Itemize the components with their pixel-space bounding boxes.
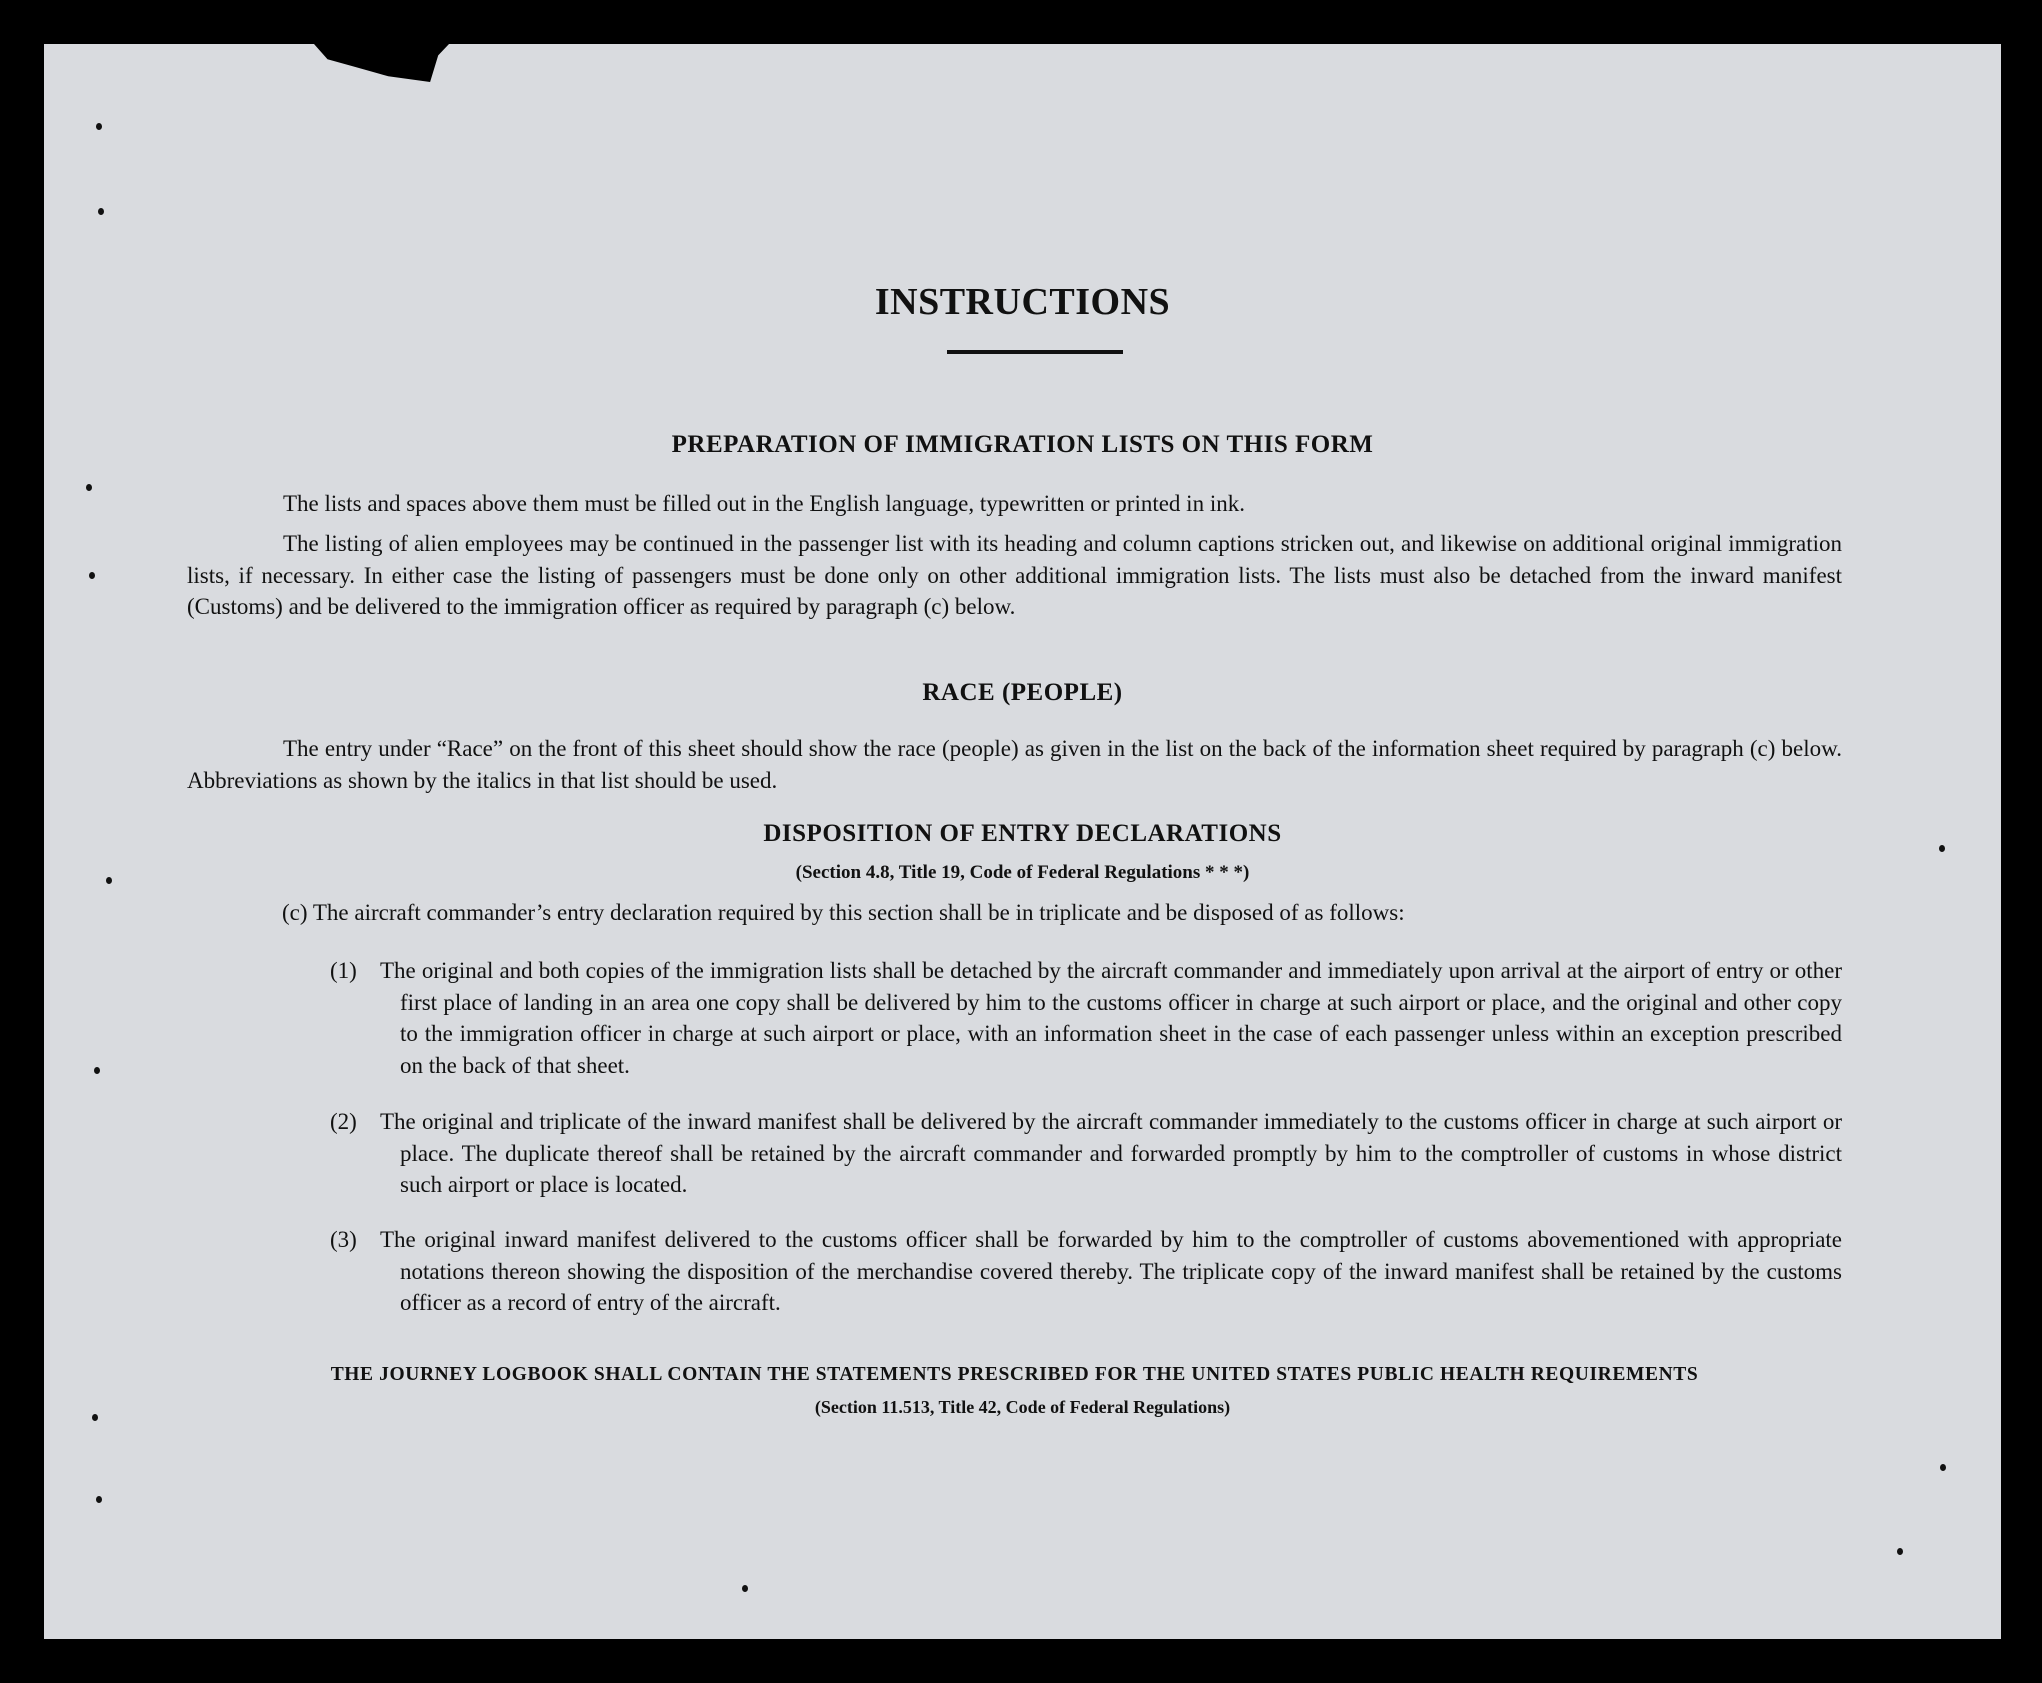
margin-speck (1939, 845, 1945, 852)
instruction-sheet (44, 44, 2001, 1639)
logbook-statement: THE JOURNEY LOGBOOK SHALL CONTAIN THE STATEMENTS PRESCRIBED FOR THE UNITED STATES PUBLIC HEALTH REQUIREMENTS (330, 1364, 1699, 1385)
margin-speck (96, 123, 102, 130)
margin-speck (98, 208, 104, 215)
heading-preparation: PREPARATION OF IMMIGRATION LISTS ON THIS FORM (671, 431, 1374, 458)
margin-speck (1897, 1548, 1903, 1555)
margin-speck (92, 1414, 98, 1421)
item-text: The original and triplicate of the inward manifest shall be delivered by the aircraft commander immediately to the customs officer in charge at such airport or place. The duplicate thereof shall be retained by the aircraft commander and forwarded promptly by him to the comptroller of customs in whose district such airport or place is located. (380, 1109, 1842, 1197)
logbook-reference: (Section 11.513, Title 42, Code of Federal Regulations) (814, 1397, 1231, 1417)
margin-speck (89, 572, 95, 579)
margin-speck (742, 1585, 748, 1592)
list-item (330, 955, 1842, 1081)
page-title: INSTRUCTIONS (874, 281, 1171, 323)
heading-disposition: DISPOSITION OF ENTRY DECLARATIONS (763, 820, 1282, 847)
item-text: The original inward manifest delivered to the customs officer shall be forwarded by him to the comptroller of customs abovementioned with appropriate notations thereon showing the disposition of the merchandise covered thereby. The triplicate copy of the inward manifest shall be retained by the customs officer as a record of entry of the aircraft. (380, 1227, 1842, 1315)
list-item (330, 1106, 1842, 1201)
preparation-paragraph-2: The listing of alien employees may be continued in the passenger list with its heading and column captions stricken out, and likewise on additional original immigration lists, if necessary. In either case the listing of passengers must be done only on other additional immigration lists. The lists must also be detached from the inward manifest (Customs) and be delivered to the immigration officer as required by paragraph (c) below. (187, 531, 1842, 619)
title-underline (947, 350, 1123, 354)
margin-speck (86, 484, 92, 491)
item-text: The original and both copies of the immigration lists shall be detached by the aircraft commander and immediately upon arrival at the airport of entry or other first place of landing in an area one copy shall be delivered by him to the customs officer in charge at such airport or place, and the original and other copy to the immigration officer in charge at such airport or place, with an information sheet in the case of each passenger unless within an exception prescribed on the back of that sheet. (380, 958, 1842, 1078)
torn-corner (314, 44, 449, 82)
item-number: (3) (330, 1227, 357, 1252)
margin-speck (96, 1496, 102, 1503)
disposition-intro: (c) The aircraft commander’s entry declaration required by this section shall be in triplicate and be disposed of as follows: (282, 900, 1405, 925)
list-item (330, 1224, 1842, 1319)
margin-speck (94, 1067, 100, 1074)
item-number: (1) (330, 958, 357, 983)
race-paragraph: The entry under “Race” on the front of this sheet should show the race (people) as given in the list on the back of the information sheet required by paragraph (c) below. Abbreviations as shown by the italics in that list should be used. (187, 736, 1842, 793)
item-number: (2) (330, 1109, 357, 1134)
disposition-reference: (Section 4.8, Title 19, Code of Federal Regulations * * *) (795, 862, 1250, 883)
heading-race: RACE (PEOPLE) (922, 679, 1123, 706)
preparation-paragraph-1: The lists and spaces above them must be filled out in the English language, typewritten or printed in ink. (283, 491, 1245, 516)
margin-speck (1940, 1464, 1946, 1471)
margin-speck (106, 877, 112, 884)
